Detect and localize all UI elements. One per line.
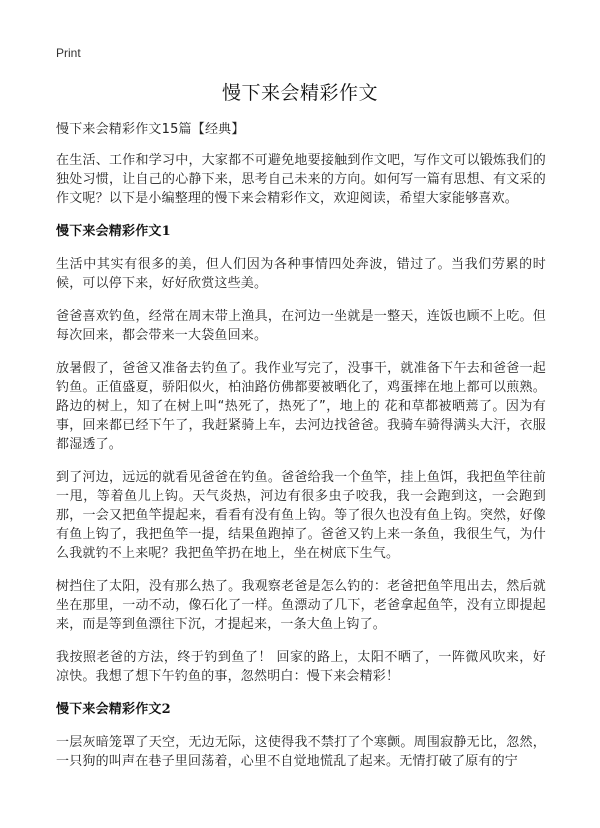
document-title: 慢下来会精彩作文	[221, 82, 378, 104]
document-body	[56, 120, 546, 785]
paragraph: 到了河边，远远的就看见爸爸在钓鱼。爸爸给我一个鱼竿，挂上鱼饵，我把鱼竿往前一甩，等着鱼儿上钩。天气炎热，河边有很多虫子咬我，我一会跑到这，一会跑到那，一会又把鱼竿提起来，看看有没有鱼上钩。等了很久也没有鱼上钩。突然，好像有鱼上钩了，我把鱼竿一提，结果鱼跑掉了。爸爸又钓上来一条鱼，我很生气，为什么我就钓不上来呢？我把鱼竿扔在地上，坐在树底下生气。	[56, 470, 546, 561]
paragraph: 生活中其实有很多的美，但人们因为各种事情四处奔波，错过了。当我们劳累的时候，可以停下来，好好欣赏这些美。	[56, 257, 546, 291]
print-link[interactable]: Print	[56, 46, 81, 60]
document-subtitle: 慢下来会精彩作文15篇【经典】	[56, 122, 245, 137]
intro-paragraph: 在生活、工作和学习中，大家都不可避免地要接触到作文吧，写作文可以锻炼我们的独处习惯，让自己的心静下来，思考自己未来的方向。如何写一篇有思想、有文采的作文呢？以下是小编整理的慢下来会精彩作文，欢迎阅读，希望大家能够喜欢。	[56, 153, 546, 206]
paragraph: 一层灰暗笼罩了天空，无边无际，这使得我不禁打了个寒颤。周围寂静无比，忽然，一只狗的叫声在巷子里回荡着，心里不自觉地慌乱了起来。无情打破了原有的宁	[56, 735, 546, 769]
paragraph: 我按照老爸的方法，终于钓到鱼了！ 回家的路上，太阳不晒了，一阵微风吹来，好凉快。我想了想下午钓鱼的事，忽然明白：慢下来会精彩！	[56, 650, 546, 684]
paragraph: 放暑假了，爸爸又准备去钓鱼了。我作业写完了，没事干，就准备下午去和爸爸一起钓鱼。正值盛夏，骄阳似火，柏油路仿佛都要被晒化了，鸡蛋摔在地上都可以煎熟。路边的树上，知了在树上叫“热死了，热死了”，地上的 花和草都被晒蔫了。因为有事，回来都已经下午了，我赶紧骑上车，去河边找爸爸。我骑车骑得满头大汗，衣服都湿透了。	[56, 361, 546, 452]
paragraph: 树挡住了太阳，没有那么热了。我观察老爸是怎么钓的：老爸把鱼竿甩出去，然后就坐在那里，一动不动，像石化了一样。鱼漂动了几下，老爸拿起鱼竿，没有立即提起来，而是等到鱼漂往下沉，才提起来，一条大鱼上钩了。	[56, 579, 546, 632]
paragraph: 爸爸喜欢钓鱼，经常在周末带上渔具，在河边一坐就是一整天，连饭也顾不上吃。但每次回来，都会带来一大袋鱼回来。	[56, 309, 546, 343]
section-heading: 慢下来会精彩作文1	[56, 224, 171, 239]
section-heading: 慢下来会精彩作文2	[56, 702, 171, 717]
